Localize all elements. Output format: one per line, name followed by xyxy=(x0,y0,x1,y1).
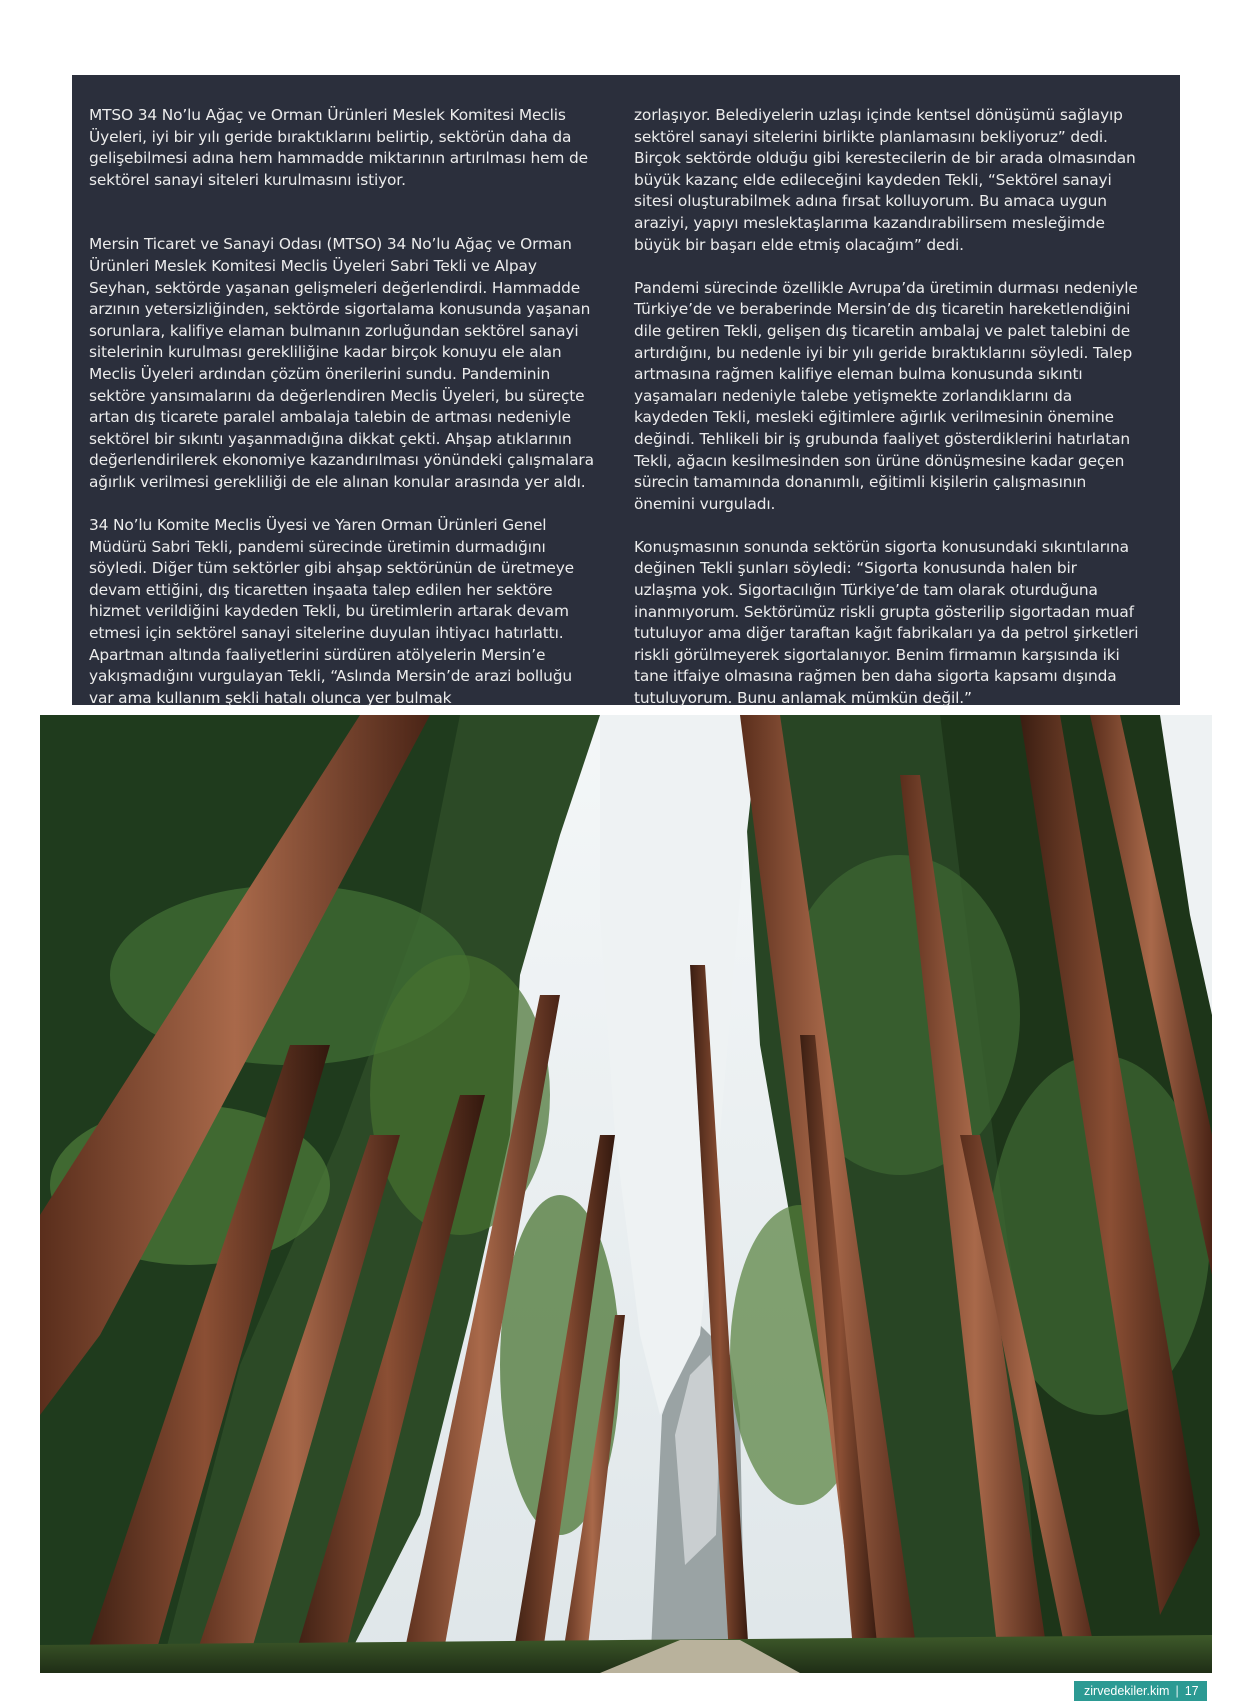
article-right-column xyxy=(634,105,1144,731)
article-lead-paragraph: MTSO 34 No’lu Ağaç ve Orman Ürünleri Meslek Komitesi Meclis Üyeleri, iyi bir yılı geride bıraktıklarını belirtip, sektörün daha da gelişebilmesi adına hem hammadde miktarının artırılması hem de sektörel sanayi siteleri kurulmasını istiyor. xyxy=(89,106,588,189)
footer-site: zirvedekiler.kim xyxy=(1084,1684,1170,1698)
forest-photo xyxy=(40,715,1212,1673)
forest-illustration xyxy=(40,715,1212,1673)
article-paragraph: Mersin Ticaret ve Sanayi Odası (MTSO) 34 No’lu Ağaç ve Orman Ürünleri Meslek Komitesi Meclis Üyeleri Sabri Tekli ve Alpay Seyhan, sektörde yaşanan gelişmeleri değerlendirdi. Hammadde arzının yetersizliğinden, sektörde sigortalama konusunda yaşanan sorunlara, kalifiye elaman bulmanın zorluğundan sektörel sanayi sitelerinin kurulması gerekliliğine kadar birçok konuyu ele alan Meclis Üyeleri ardından çözüm önerilerini sundu. Pandeminin sektöre yansımalarını da değerlendiren Meclis Üyeleri, bu süreçte artan dış ticarete paralel ambalaja talebin de artması nedeniyle sektörel bir sıkıntı yaşanmadığına dikkat çekti. Ahşap atıklarının değerlendirilerek ekonomiye kazandırılması yönündeki çalışmalara ağırlık verilmesi gerekliliği de ele alınan konular arasında yer aldı. xyxy=(89,235,594,491)
article-paragraph: Konuşmasının sonunda sektörün sigorta konusundaki sıkıntılarına değinen Tekli şunları söyledi: “Sigorta konusunda halen bir uzlaşma yok. Sigortacılığın Türkiye’de tam olarak oturduğuna inanmıyorum. Sektörümüz riskli grupta gösterilip sigortadan muaf tutuluyor ama diğer taraftan kağıt fabrikaları ya da petrol şirketleri riskli görülmeyerek sigortalanıyor. Benim firmamın karşısında iki tane itfaiye olmasına rağmen ben daha sigorta kapsamı dışında tutuluyorum. Bunu anlamak mümkün değil.” xyxy=(634,537,1139,708)
article-text-box xyxy=(72,75,1180,708)
article-paragraph: zorlaşıyor. Belediyelerin uzlaşı içinde kentsel dönüşümü sağlayıp sektörel sanayi sitelerini birlikte planlamasını bekliyoruz” dedi. Birçok sektörde olduğu gibi kerestecilerin de bir arada olmasından büyük kazanç elde edileceğini kaydeden Tekli, “Sektörel sanayi sitesi oluşturabilmek adına fırsat kolluyorum. Bu amaca uygun araziyi, yapıyı meslektaşlarıma kazandırabilirsem mesleğimde büyük bir başarı elde etmiş olacağım” dedi. xyxy=(634,106,1136,254)
article-paragraph: 34 No’lu Komite Meclis Üyesi ve Yaren Orman Ürünleri Genel Müdürü Sabri Tekli, pandemi sürecinde üretimin durmadığını söyledi. Diğer tüm sektörler gibi ahşap sektörünün de üretmeye devam ettiğini, dış ticaretten inşaata talep edilen her sektöre hizmet verildiğini kaydeden Tekli, bu üretimlerin artarak devam etmesi için sektörel sanayi sitelerine duyulan ihtiyacı hatırlattı. Apartman altında faaliyetlerini sürdüren atölyelerin Mersin’e yakışmadığını vurgulayan Tekli, “Aslında Mersin’de arazi bolluğu var ama kullanım şekli hatalı olunca yer bulmak xyxy=(89,516,575,707)
footer-separator: | xyxy=(1175,1684,1179,1698)
footer-page-tag xyxy=(1074,1681,1207,1701)
page-number: 17 xyxy=(1184,1684,1199,1698)
article-paragraph: Pandemi sürecinde özellikle Avrupa’da üretimin durması nedeniyle Türkiye’de ve beraberinde Mersin’de dış ticaretin hareketlendiğini dile getiren Tekli, gelişen dış ticaretin ambalaj ve palet talebini de artırdığını, bu nedenle iyi bir yılı geride bıraktıklarını söyledi. Talep artmasına rağmen kalifiye eleman bulma konusunda sıkıntı yaşamaları nedeniyle talebe yetişmekte zorlandıklarını da kaydeden Tekli, mesleki eğitimlere ağırlık verilmesinin önemine değindi. Tehlikeli bir iş grubunda faaliyet gösterdiklerini hatırlatan Tekli, ağacın kesilmesinden son ürüne dönüşmesine kadar geçen sürecin tamamında donanımlı, eğitimli kişilerin çalışmasının önemini vurguladı. xyxy=(634,278,1138,513)
article-left-column xyxy=(89,105,599,731)
